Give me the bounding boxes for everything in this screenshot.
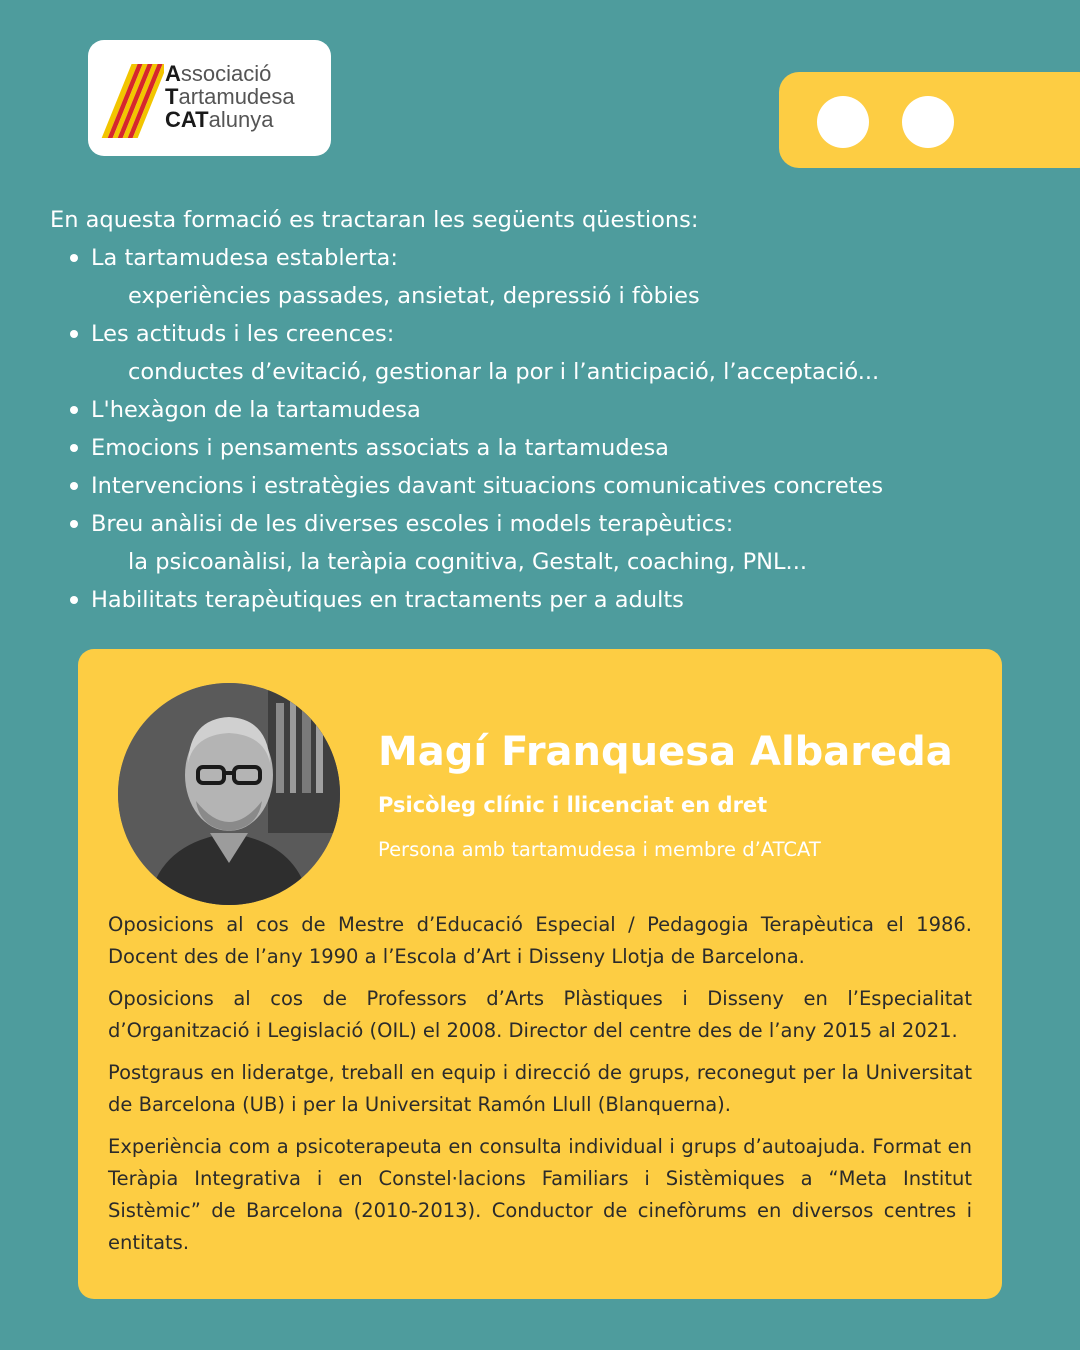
- intro-text: En aquesta formació es tractaran les següents qüestions:: [50, 207, 699, 233]
- decorative-pill: [779, 72, 1080, 168]
- logo-word-associacio: ssociació: [180, 61, 272, 86]
- topic-label: Intervencions i estratègies davant situacions comunicatives concretes: [91, 473, 884, 499]
- speaker-photo: [118, 683, 340, 905]
- logo-wordmark: [165, 62, 295, 131]
- topic-item: [68, 391, 1058, 429]
- topic-label: Emocions i pensaments associats a la tartamudesa: [91, 435, 669, 461]
- topic-item: [68, 467, 1058, 505]
- catalan-stripes-icon: [100, 58, 164, 144]
- decorative-dot: [817, 96, 869, 148]
- bio-paragraph: Postgraus en lideratge, treball en equip i direcció de grups, reconegut per la Universitat de Barcelona (UB) i per la Universitat Ramón Llull (Blanquerna).: [108, 1061, 972, 1116]
- topic-subtext: la psicoanàlisi, la teràpia cognitiva, Gestalt, coaching, PNL...: [128, 549, 808, 575]
- speaker-name: Magí Franquesa Albareda: [378, 729, 953, 775]
- bio-paragraph: Oposicions al cos de Mestre d’Educació Especial / Pedagogia Terapèutica el 1986. Docent des de l’any 1990 a l’Escola d’Art i Disseny Llotja de Barcelona.: [108, 913, 972, 968]
- association-logo: [88, 40, 331, 156]
- logo-word-catalunya: alunya: [208, 107, 274, 132]
- speaker-role: Psicòleg clínic i llicenciat en dret: [378, 793, 768, 817]
- topic-label: Breu anàlisi de les diverses escoles i models terapèutics:: [91, 511, 734, 537]
- logo-initial-cat: CAT: [165, 107, 209, 132]
- topic-item: [68, 581, 1058, 619]
- speaker-card: [78, 649, 1002, 1299]
- topics-list: [68, 239, 1058, 619]
- bio-paragraph: Experiència com a psicoterapeuta en consulta individual i grups d’autoajuda. Format en Teràpia Integrativa i en Constel·lacions Familiars i Sistèmiques a “Meta Institut Sistèmic” de Barcelona (2010-2013). Conductor de cinefòrums en diversos centres i entitats.: [108, 1135, 972, 1254]
- speaker-portrait-icon: [118, 683, 340, 905]
- bio-paragraph: Oposicions al cos de Professors d’Arts Plàstiques i Disseny en l’Especialitat d’Organització i Legislació (OIL) el 2008. Director del centre des de l’any 2015 al 2021.: [108, 987, 972, 1042]
- logo-initial-a: A: [165, 61, 181, 86]
- topic-item: [68, 429, 1058, 467]
- speaker-bio: [108, 909, 972, 1269]
- topic-subtext: experiències passades, ansietat, depressió i fòbies: [128, 283, 700, 309]
- topic-item: [68, 505, 1058, 581]
- topic-label: La tartamudesa establerta:: [91, 245, 398, 271]
- speaker-tagline: Persona amb tartamudesa i membre d’ATCAT: [378, 838, 821, 861]
- decorative-dot: [902, 96, 954, 148]
- topic-label: Habilitats terapèutiques en tractaments per a adults: [91, 587, 684, 613]
- topic-label: L'hexàgon de la tartamudesa: [91, 397, 421, 423]
- topic-item: [68, 239, 1058, 315]
- topic-subtext: conductes d’evitació, gestionar la por i l’anticipació, l’acceptació...: [128, 359, 880, 385]
- topic-label: Les actituds i les creences:: [91, 321, 395, 347]
- logo-word-tartamudesa: artamudesa: [178, 84, 295, 109]
- logo-initial-t: T: [165, 84, 179, 109]
- topic-item: [68, 315, 1058, 391]
